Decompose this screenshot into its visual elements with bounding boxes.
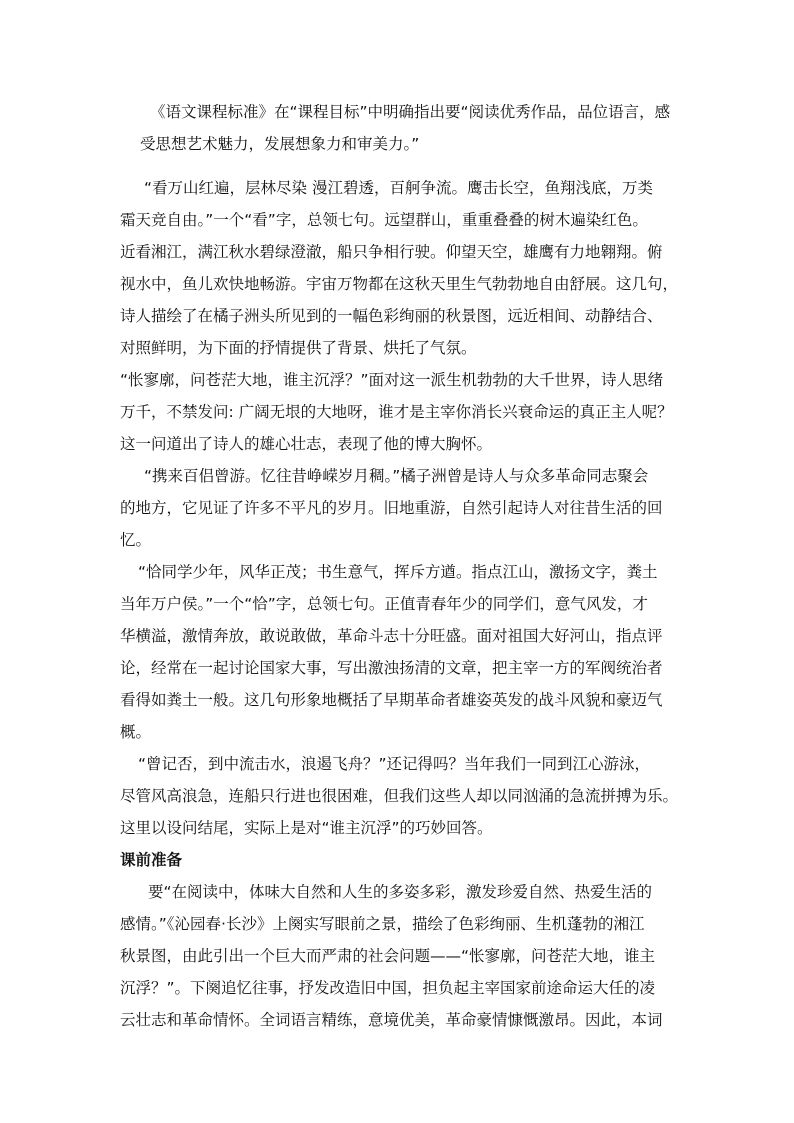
text-line: 这一问道出了诗人的雄心壮志，表现了他的博大胸怀。 [120,435,493,453]
text-line: “曾记否，到中流击水，浪遏飞舟？”还记得吗？当年我们一同到江心游泳， [138,755,651,773]
text-line: 华横溢，激情奔放，敢说敢做，革命斗志十分旺盛。面对祖国大好河山，指点评 [120,627,663,645]
text-line: 云壮志和革命情怀。全词语言精练，意境优美，革命豪情慷慨激昂。因此，本词 [120,1011,663,1029]
paragraph-question [120,364,680,460]
text-line: 沉浮？”。下阕追忆往事，抒发改造旧中国，担负起主宰国家前途命运大任的凌 [120,979,656,997]
text-line: 对照鲜明，为下面的抒情提供了背景、烘托了气氛。 [120,339,477,357]
text-line: 要“在阅读中，体味大自然和人生的多姿多彩，激发珍爱自然、热爱生活的 [148,883,653,901]
document-body [120,96,680,1036]
text-line: 忆。 [120,531,152,549]
text-line: 尽管风高浪急，连船只行进也很困难，但我们这些人却以同汹涌的急流拼搏为乐。 [120,787,679,805]
text-line: 诗人描绘了在橘子洲头所见到的一幅色彩绚丽的秋景图，远近相间、动静结合、 [120,307,663,325]
text-line: 近看湘江，满江秋水碧绿澄澈，船只争相行驶。仰望天空，雄鹰有力地翱翔。俯 [120,243,663,261]
text-line: “携来百侣曾游。忆往昔峥嵘岁月稠。”橘子洲曾是诗人与众多革命同志聚会 [144,467,649,485]
text-line: 霜天竞自由。”一个“看”字，总领七句。远望群山，重重叠叠的树木遍染红色。 [120,211,648,229]
paragraph-curriculum-goal [120,96,680,160]
section-heading: 课前准备 [120,851,183,869]
paragraph-preparation [120,876,680,1036]
text-line: “看万山红遍，层林尽染 漫江碧透，百舸争流。鹰击长空，鱼翔浅底，万类 [144,179,653,197]
paragraph-youth [120,556,680,748]
text-line: 概。 [120,723,152,741]
text-line: 论，经常在一起讨论国家大事，写出激浊扬清的文章，把主宰一方的军阀统治者 [120,659,663,677]
text-line: 秋景图，由此引出一个巨大而严肃的社会问题——“怅寥廓，问苍茫大地，谁主 [120,947,656,965]
text-line: “恰同学少年，风华正茂；书生意气，挥斥方遒。指点江山，激扬文字，粪土 [138,563,658,581]
text-line: “怅寥廓，问苍茫大地，谁主沉浮？”面对这一派生机勃勃的大千世界，诗人思绪 [120,371,664,389]
text-line: 受思想艺术魅力，发展想象力和审美力。” [140,135,420,153]
text-line: 当年万户侯。”一个“恰”字，总领七句。正值青春年少的同学们，意气风发，才 [120,595,648,613]
paragraph-memory [120,460,680,556]
text-line: 万千，不禁发问: 广阔无垠的大地呀，谁才是主宰你消长兴衰命运的真正主人呢？ [120,403,673,421]
paragraph-autumn-scene [120,172,680,364]
text-line: 视水中，鱼儿欢快地畅游。宇宙万物都在这秋天里生气勃勃地自由舒展。这几句， [120,275,679,293]
text-line: 《语文课程标准》在“课程目标”中明确指出要“阅读优秀作品，品位语言，感 [150,103,671,121]
paragraph-swimming [120,748,680,844]
text-line: 感情。”《沁园春·长沙》上阕实写眼前之景，描绘了色彩绚丽、生机蓬勃的湘江 [120,915,645,933]
text-line: 的地方，它见证了许多不平凡的岁月。旧地重游，自然引起诗人对往昔生活的回 [120,499,663,517]
text-line: 看得如粪土一般。这几句形象地概括了早期革命者雄姿英发的战斗风貌和豪迈气 [120,691,663,709]
text-line: 这里以设问结尾，实际上是对“谁主沉浮”的巧妙回答。 [120,819,493,837]
